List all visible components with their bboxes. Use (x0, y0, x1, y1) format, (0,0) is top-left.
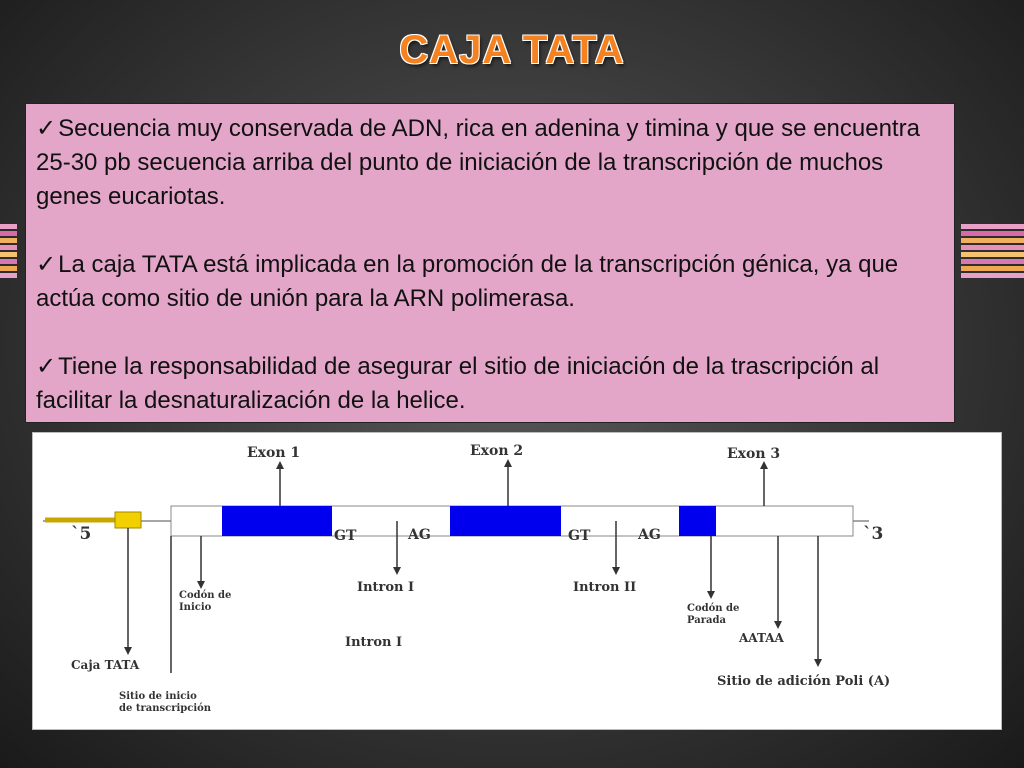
caja-tata-label: Caja TATA (71, 658, 140, 672)
sitio-inicio-line-2: de transcripción (119, 703, 212, 714)
checkmark-icon: ✓ (36, 115, 57, 142)
decorative-stripes-right (961, 224, 1024, 280)
gt-2-label: GT (568, 528, 591, 544)
codon-parada-line-1: Codón de (687, 603, 740, 614)
checkmark-icon: ✓ (36, 353, 57, 380)
sitio-inicio-line-1: Sitio de inicio (119, 691, 197, 702)
sitio-poli-a-label: Sitio de adición Poli (A) (717, 674, 891, 689)
bullet-text: Secuencia muy conservada de ADN, rica en adenina y timina y que se encuentra 25-30 pb secuencia arriba del punto de iniciación de la transcripción de muchos genes eucariotas. (36, 115, 920, 210)
bullet-text: Tiene la responsabilidad de asegurar el sitio de iniciación de la trascripción al facilitar la desnaturalización de la helice. (36, 353, 880, 414)
three-prime-label: `3 (863, 524, 884, 544)
intron-center-label: Intron I (345, 635, 403, 650)
codon-inicio-line-2: Inicio (179, 602, 212, 613)
aataa-label: AATAA (739, 631, 784, 645)
slide-title: CAJA TATA (399, 28, 625, 72)
exon-2-block (450, 506, 561, 536)
codon-parada-line-2: Parada (687, 615, 726, 626)
ag-1-label: AG (408, 527, 431, 543)
exon-2-label: Exon 2 (470, 443, 524, 459)
codon-parada-label (687, 603, 743, 626)
intron-1-label: Intron I (357, 580, 415, 595)
intron-2-label: Intron II (573, 580, 637, 595)
bullet-item (36, 112, 944, 214)
text-box (25, 103, 955, 423)
codon-inicio-line-1: Codón de (179, 590, 232, 601)
five-prime-label: `5 (71, 524, 92, 544)
ag-2-label: AG (638, 527, 661, 543)
sitio-inicio-label (119, 691, 212, 714)
bullet-item (36, 350, 944, 418)
checkmark-icon: ✓ (36, 251, 57, 278)
bullet-item (36, 248, 944, 316)
exon-1-block (222, 506, 332, 536)
gt-1-label: GT (334, 528, 357, 544)
exon-3-label: Exon 3 (727, 446, 781, 462)
codon-inicio-label (179, 590, 235, 613)
gene-structure-diagram (32, 432, 1002, 730)
decorative-stripes-left (0, 224, 17, 280)
tata-box-marker (45, 512, 141, 528)
exon-1-label: Exon 1 (247, 445, 301, 461)
exon-3-block (679, 506, 716, 536)
bullet-text: La caja TATA está implicada en la promoción de la transcripción génica, ya que actúa como sitio de unión para la ARN polimerasa. (36, 251, 899, 312)
